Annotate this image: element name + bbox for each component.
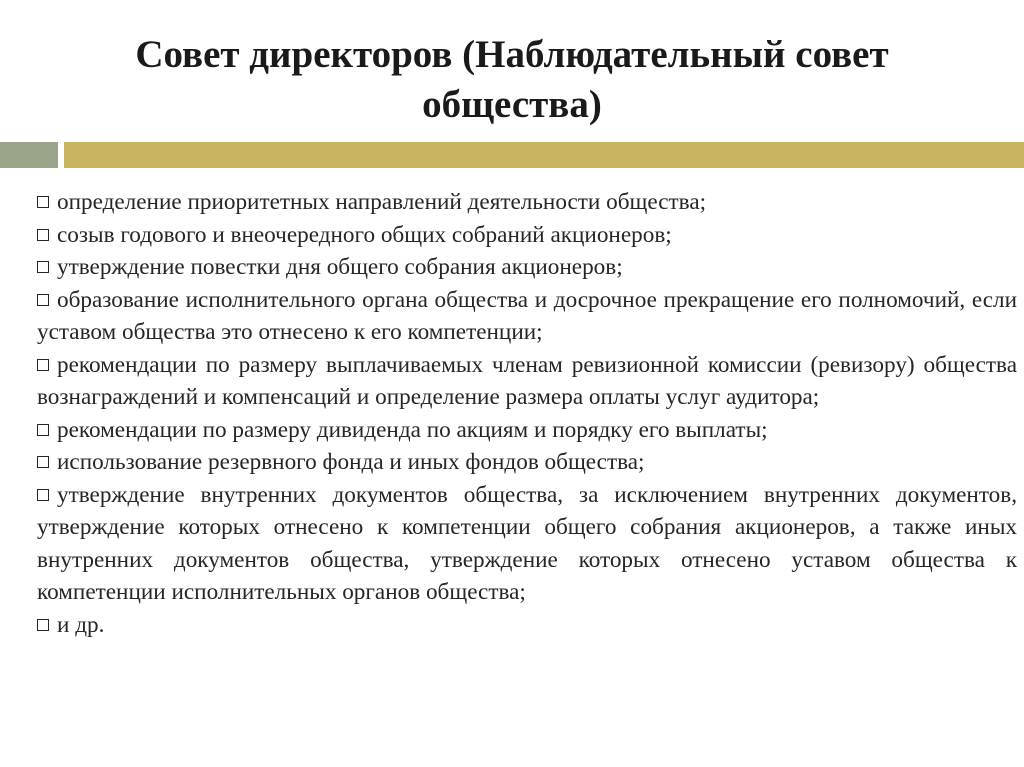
list-item-text: и др. (57, 611, 105, 638)
checkbox-bullet-icon (37, 261, 49, 273)
slide-title-line-1: Совет директоров (Наблюдательный совет (135, 33, 889, 76)
accent-bar-right (64, 142, 1024, 168)
list-item-text: образование исполнительного органа общества и досрочное прекращение его полномочий, если уставом общества это отнесено к его компетенции; (37, 286, 1017, 345)
list-item-text: определение приоритетных направлений деятельности общества; (57, 189, 707, 215)
list-item (37, 219, 1017, 252)
accent-bar-left (0, 142, 58, 168)
list-item (37, 446, 1017, 479)
list-item (37, 186, 1017, 219)
list-item (37, 479, 1017, 609)
checkbox-bullet-icon (37, 489, 49, 501)
list-item (37, 251, 1017, 284)
list-item (37, 284, 1017, 349)
list-item (37, 349, 1017, 414)
list-item-text: утверждение внутренних документов общества, за исключением внутренних документов, утверждение которых отнесено к компетенции общего собрания акционеров, а также иных внутренних документов общества, утверждение которых отнесено уставом общества к компетенции исполнительных органов общества; (37, 481, 1017, 605)
checkbox-bullet-icon (37, 229, 49, 241)
slide-title-line-2: общества) (422, 83, 602, 126)
list-item (37, 609, 1017, 642)
list-item-text: рекомендации по размеру выплачиваемых членам ревизионной комиссии (ревизору) общества вознаграждений и компенсаций и определение размера оплаты услуг аудитора; (37, 351, 1017, 410)
list-item-text: использование резервного фонда и иных фондов общества; (57, 449, 645, 475)
list-item-text: рекомендации по размеру дивиденда по акциям и порядку его выплаты; (57, 416, 768, 443)
checkbox-bullet-icon (37, 424, 49, 436)
list-item-text: созыв годового и внеочередного общих собраний акционеров; (57, 221, 672, 248)
list-item (37, 414, 1017, 447)
bullet-list (37, 186, 1017, 641)
checkbox-bullet-icon (37, 456, 49, 468)
checkbox-bullet-icon (37, 619, 49, 631)
checkbox-bullet-icon (37, 196, 49, 208)
checkbox-bullet-icon (37, 294, 49, 306)
slide-title (0, 30, 1024, 130)
list-item-text: утверждение повестки дня общего собрания акционеров; (57, 254, 623, 280)
checkbox-bullet-icon (37, 359, 49, 371)
